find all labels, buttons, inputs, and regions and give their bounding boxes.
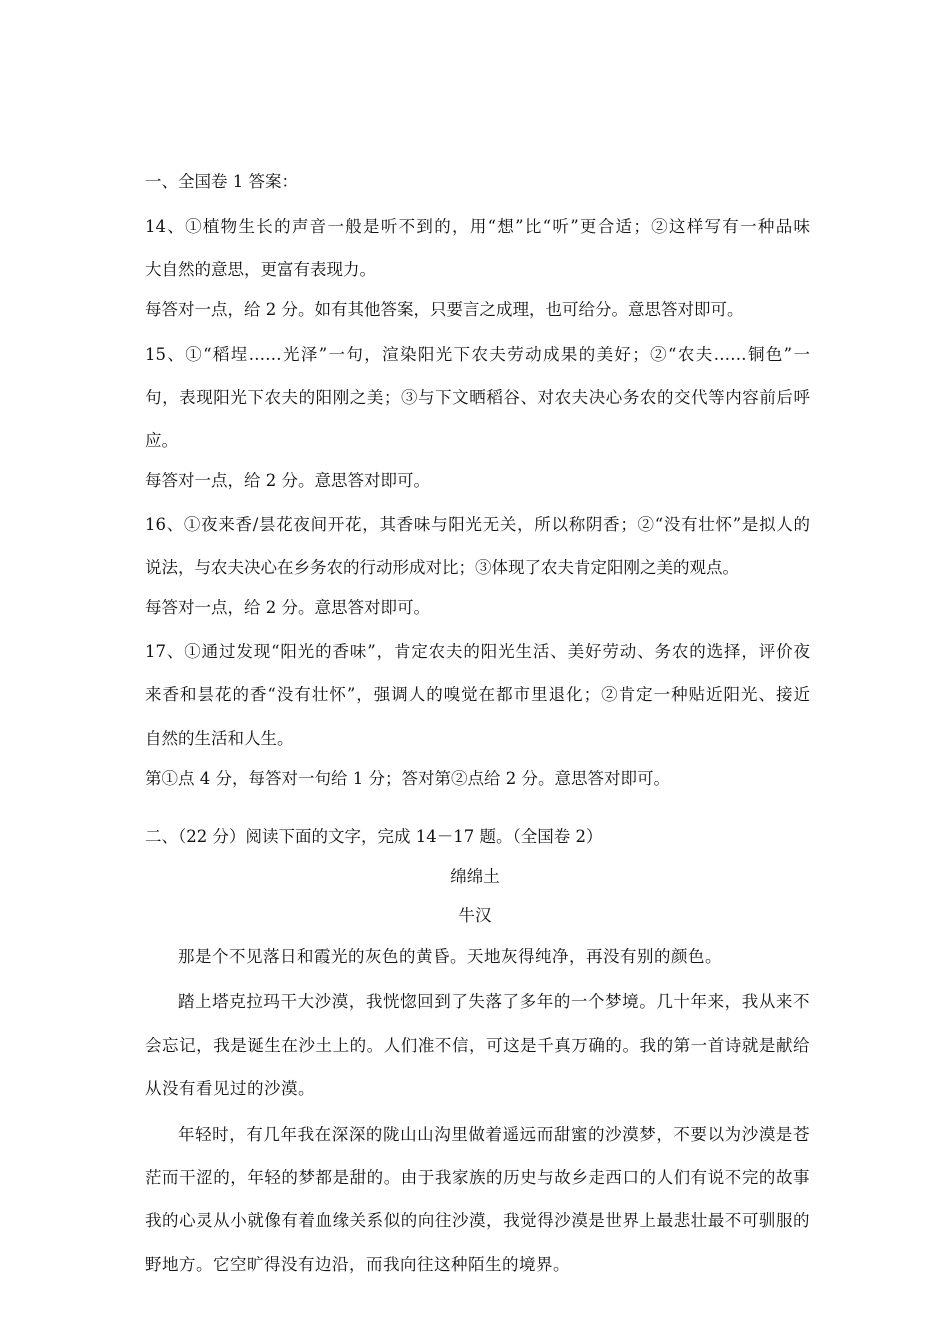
passage-p2-line-1: 踏上塔克拉玛干大沙漠，我恍惚回到了失落了多年的一个梦境。几十年来，我从来不 <box>178 992 810 1011</box>
q17-line-3: 自然的生活和人生。 <box>145 729 294 748</box>
passage-p3-line-3: 我的心灵从小就像有着血缘关系似的向往沙漠，我觉得沙漠是世界上最悲壮最不可驯服的 <box>145 1211 810 1230</box>
passage-p3-line-1: 年轻时，有几年我在深深的陇山山沟里做着遥远而甜蜜的沙漠梦，不要以为沙漠是苍 <box>178 1125 810 1144</box>
q16-line-1: 16、①夜来香/昙花夜间开花，其香味与阳光无关，所以称阴香；②“没有壮怀”是拟人的 <box>145 515 810 534</box>
q15-line-1: 15、①“稻埕……光泽”一句，渲染阳光下农夫劳动成果的美好；②“农夫……铜色”一 <box>145 345 810 364</box>
q15-line-3: 应。 <box>145 431 178 450</box>
section1-heading: 一、全国卷 1 答案： <box>145 172 298 191</box>
q14-line-2: 大自然的意思，更富有表现力。 <box>145 260 376 279</box>
passage-p2-line-2: 会忘记，我是诞生在沙土上的。人们准不信，可这是千真万确的。我的第一首诗就是献给 <box>145 1036 810 1055</box>
q17-line-1: 17、①通过发现“阳光的香味”，肯定农夫的阳光生活、美好劳动、务农的选择，评价夜 <box>145 642 810 661</box>
passage-p3-line-2: 茫而干涩的，年轻的梦都是甜的。由于我家族的历史与故乡走西口的人们有说不完的故事 <box>145 1168 810 1187</box>
q15-score: 每答对一点，给 2 分。意思答对即可。 <box>145 471 430 490</box>
q17-score: 第①点 4 分，每答对一句给 1 分；答对第②点给 2 分。意思答对即可。 <box>145 769 670 788</box>
passage-paragraph-1: 那是个不见落日和霞光的灰色的黄昏。天地灰得纯净，再没有别的颜色。 <box>178 947 722 966</box>
passage-p2-line-3: 从没有看见过的沙漠。 <box>145 1079 315 1098</box>
passage-author: 牛汉 <box>458 906 492 925</box>
passage-title: 绵绵土 <box>450 867 500 886</box>
q14-score: 每答对一点，给 2 分。如有其他答案，只要言之成理，也可给分。意思答对即可。 <box>145 300 744 319</box>
q16-score: 每答对一点，给 2 分。意思答对即可。 <box>145 598 430 617</box>
q15-line-2: 句，表现阳光下农夫的阳刚之美；③与下文晒稻谷、对农夫决心务农的交代等内容前后呼 <box>145 388 810 407</box>
q16-line-2: 说法，与农夫决心在乡务农的行动形成对比；③体现了农夫肯定阳刚之美的观点。 <box>145 558 739 577</box>
q17-line-2: 来香和昙花的香“没有壮怀”，强调人的嗅觉在都市里退化；②肯定一种贴近阳光、接近 <box>145 685 810 704</box>
section2-heading: 二、（22 分）阅读下面的文字，完成 14－17 题。（全国卷 2） <box>145 827 603 846</box>
q14-line-1: 14、①植物生长的声音一般是听不到的，用“想”比“听”更合适；②这样写有一种品味 <box>145 217 810 236</box>
passage-p3-line-4: 野地方。它空旷得没有边沿，而我向往这种陌生的境界。 <box>145 1255 570 1274</box>
